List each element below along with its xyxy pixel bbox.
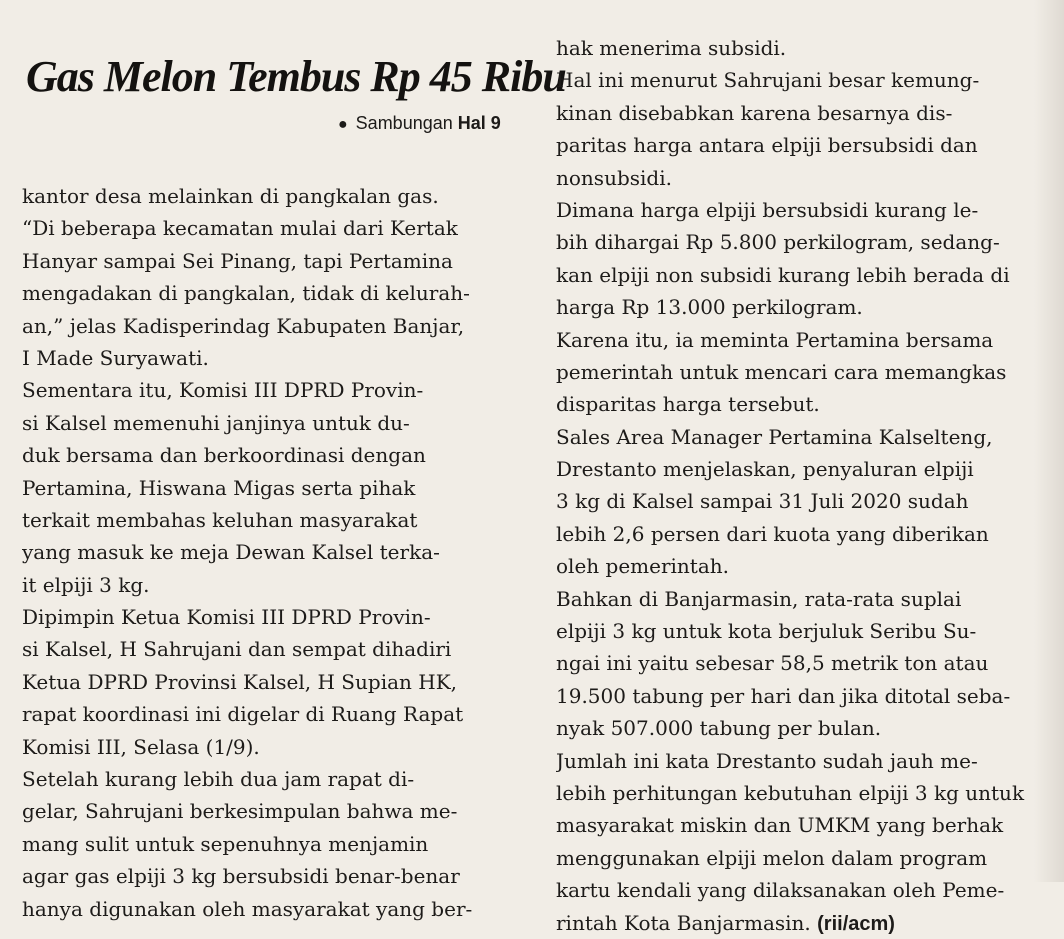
text-line: oleh pemerintah. [556,554,729,579]
text-line: Sales Area Manager Pertamina Kalselteng, [556,424,993,449]
text-line: si Kalsel memenuhi janjinya untuk du- [22,410,410,435]
text-line: Dimana harga elpiji bersubsidi kurang le- [556,197,979,222]
text-line: harga Rp 13.000 perkilogram. [556,295,863,320]
text-line: yang masuk ke meja Dewan Kalsel terka- [22,540,440,565]
text-line: “Di beberapa kecamatan mulai dari Kertak [22,216,458,241]
text-line: Setelah kurang lebih dua jam rapat di- [22,767,415,792]
text-line: terkait membahas keluhan masyarakat [22,507,418,532]
text-line: Sementara itu, Komisi III DPRD Provin- [22,378,424,403]
text-line: Drestanto menjelaskan, penyaluran elpiji [556,457,974,482]
text-line: ngai ini yaitu sebesar 58,5 metrik ton atau [556,651,989,676]
text-line: lebih 2,6 persen dari kuota yang diberikan [556,521,989,546]
text-line: kantor desa melainkan di pangkalan gas. [22,184,439,208]
text-line: an,” jelas Kadisperindag Kabupaten Banjar, [22,313,465,338]
page-edge-shadow [1034,0,1064,882]
text-line: pemerintah untuk mencari cara memangkas [556,359,1007,384]
text-line: disparitas harga tersebut. [556,392,820,417]
text-line: kinan disebabkan karena besarnya dis- [556,100,953,125]
author-byline: (rii/acm) [817,912,895,935]
text-line: nonsubsidi. [556,165,672,190]
text-line: mang sulit untuk sepenuhnya menjamin [22,831,429,856]
text-line: hak menerima subsidi. [556,36,787,60]
text-line: Pertamina, Hiswana Migas serta pihak [22,475,416,500]
text-line-final [556,907,1056,939]
text-line: lebih perhitungan kebutuhan elpiji 3 kg untuk [556,780,1025,805]
text-line: gelar, Sahrujani berkesimpulan bahwa me- [22,799,458,824]
text-line: Ketua DPRD Provinsi Kalsel, H Supian HK, [22,669,457,694]
text-line: Dipimpin Ketua Komisi III DPRD Provin- [22,605,431,630]
text-line: Hal ini menurut Sahrujani besar kemung- [556,68,980,93]
article-column-right [556,32,1056,939]
text-line: 19.500 tabung per hari dan jika ditotal seba- [556,683,1011,708]
text-line: agar gas elpiji 3 kg bersubsidi benar-benar [22,864,460,889]
article-column-left [22,180,528,925]
text-line: duk bersama dan berkoordinasi dengan [22,443,426,468]
text-line: 3 kg di Kalsel sampai 31 Juli 2020 sudah [556,489,969,514]
text-line: menggunakan elpiji melon dalam program [556,845,988,870]
continuation-note [338,112,501,136]
text-line: masyarakat miskin dan UMKM yang berhak [556,813,1004,838]
text-line: rapat koordinasi ini digelar di Ruang Rapat [22,702,464,727]
text-line: it elpiji 3 kg. [22,572,150,597]
text-line: rintah Kota Banjarmasin. [556,910,811,935]
text-line: Hanyar sampai Sei Pinang, tapi Pertamina [22,248,453,273]
text-line: kan elpiji non subsidi kurang lebih berada di [556,262,1010,287]
text-line: hanya digunakan oleh masyarakat yang ber- [22,896,473,921]
text-line: bih dihargai Rp 5.800 perkilogram, sedang- [556,230,1000,255]
text-line: Jumlah ini kata Drestanto sudah jauh me- [556,748,978,773]
text-line: Bahkan di Banjarmasin, rata-rata suplai [556,586,962,611]
text-line: Komisi III, Selasa (1/9). [22,734,260,759]
continuation-prefix: Sambungan [355,113,453,133]
continuation-page: Hal 9 [457,113,501,133]
text-line: elpiji 3 kg untuk kota berjuluk Seribu Su- [556,619,977,644]
text-line: mengadakan di pangkalan, tidak di kelurah- [22,281,470,306]
text-line: kartu kendali yang dilaksanakan oleh Peme- [556,878,1005,903]
headline: Gas Melon Tembus Rp 45 Ribu [26,52,566,101]
text-line: paritas harga antara elpiji bersubsidi dan [556,133,978,158]
text-line: si Kalsel, H Sahrujani dan sempat dihadiri [22,637,452,662]
text-line: Karena itu, ia meminta Pertamina bersama [556,327,994,352]
bullet-icon: ● [338,116,348,133]
text-line: nyak 507.000 tabung per bulan. [556,716,882,741]
text-line: I Made Suryawati. [22,345,209,370]
